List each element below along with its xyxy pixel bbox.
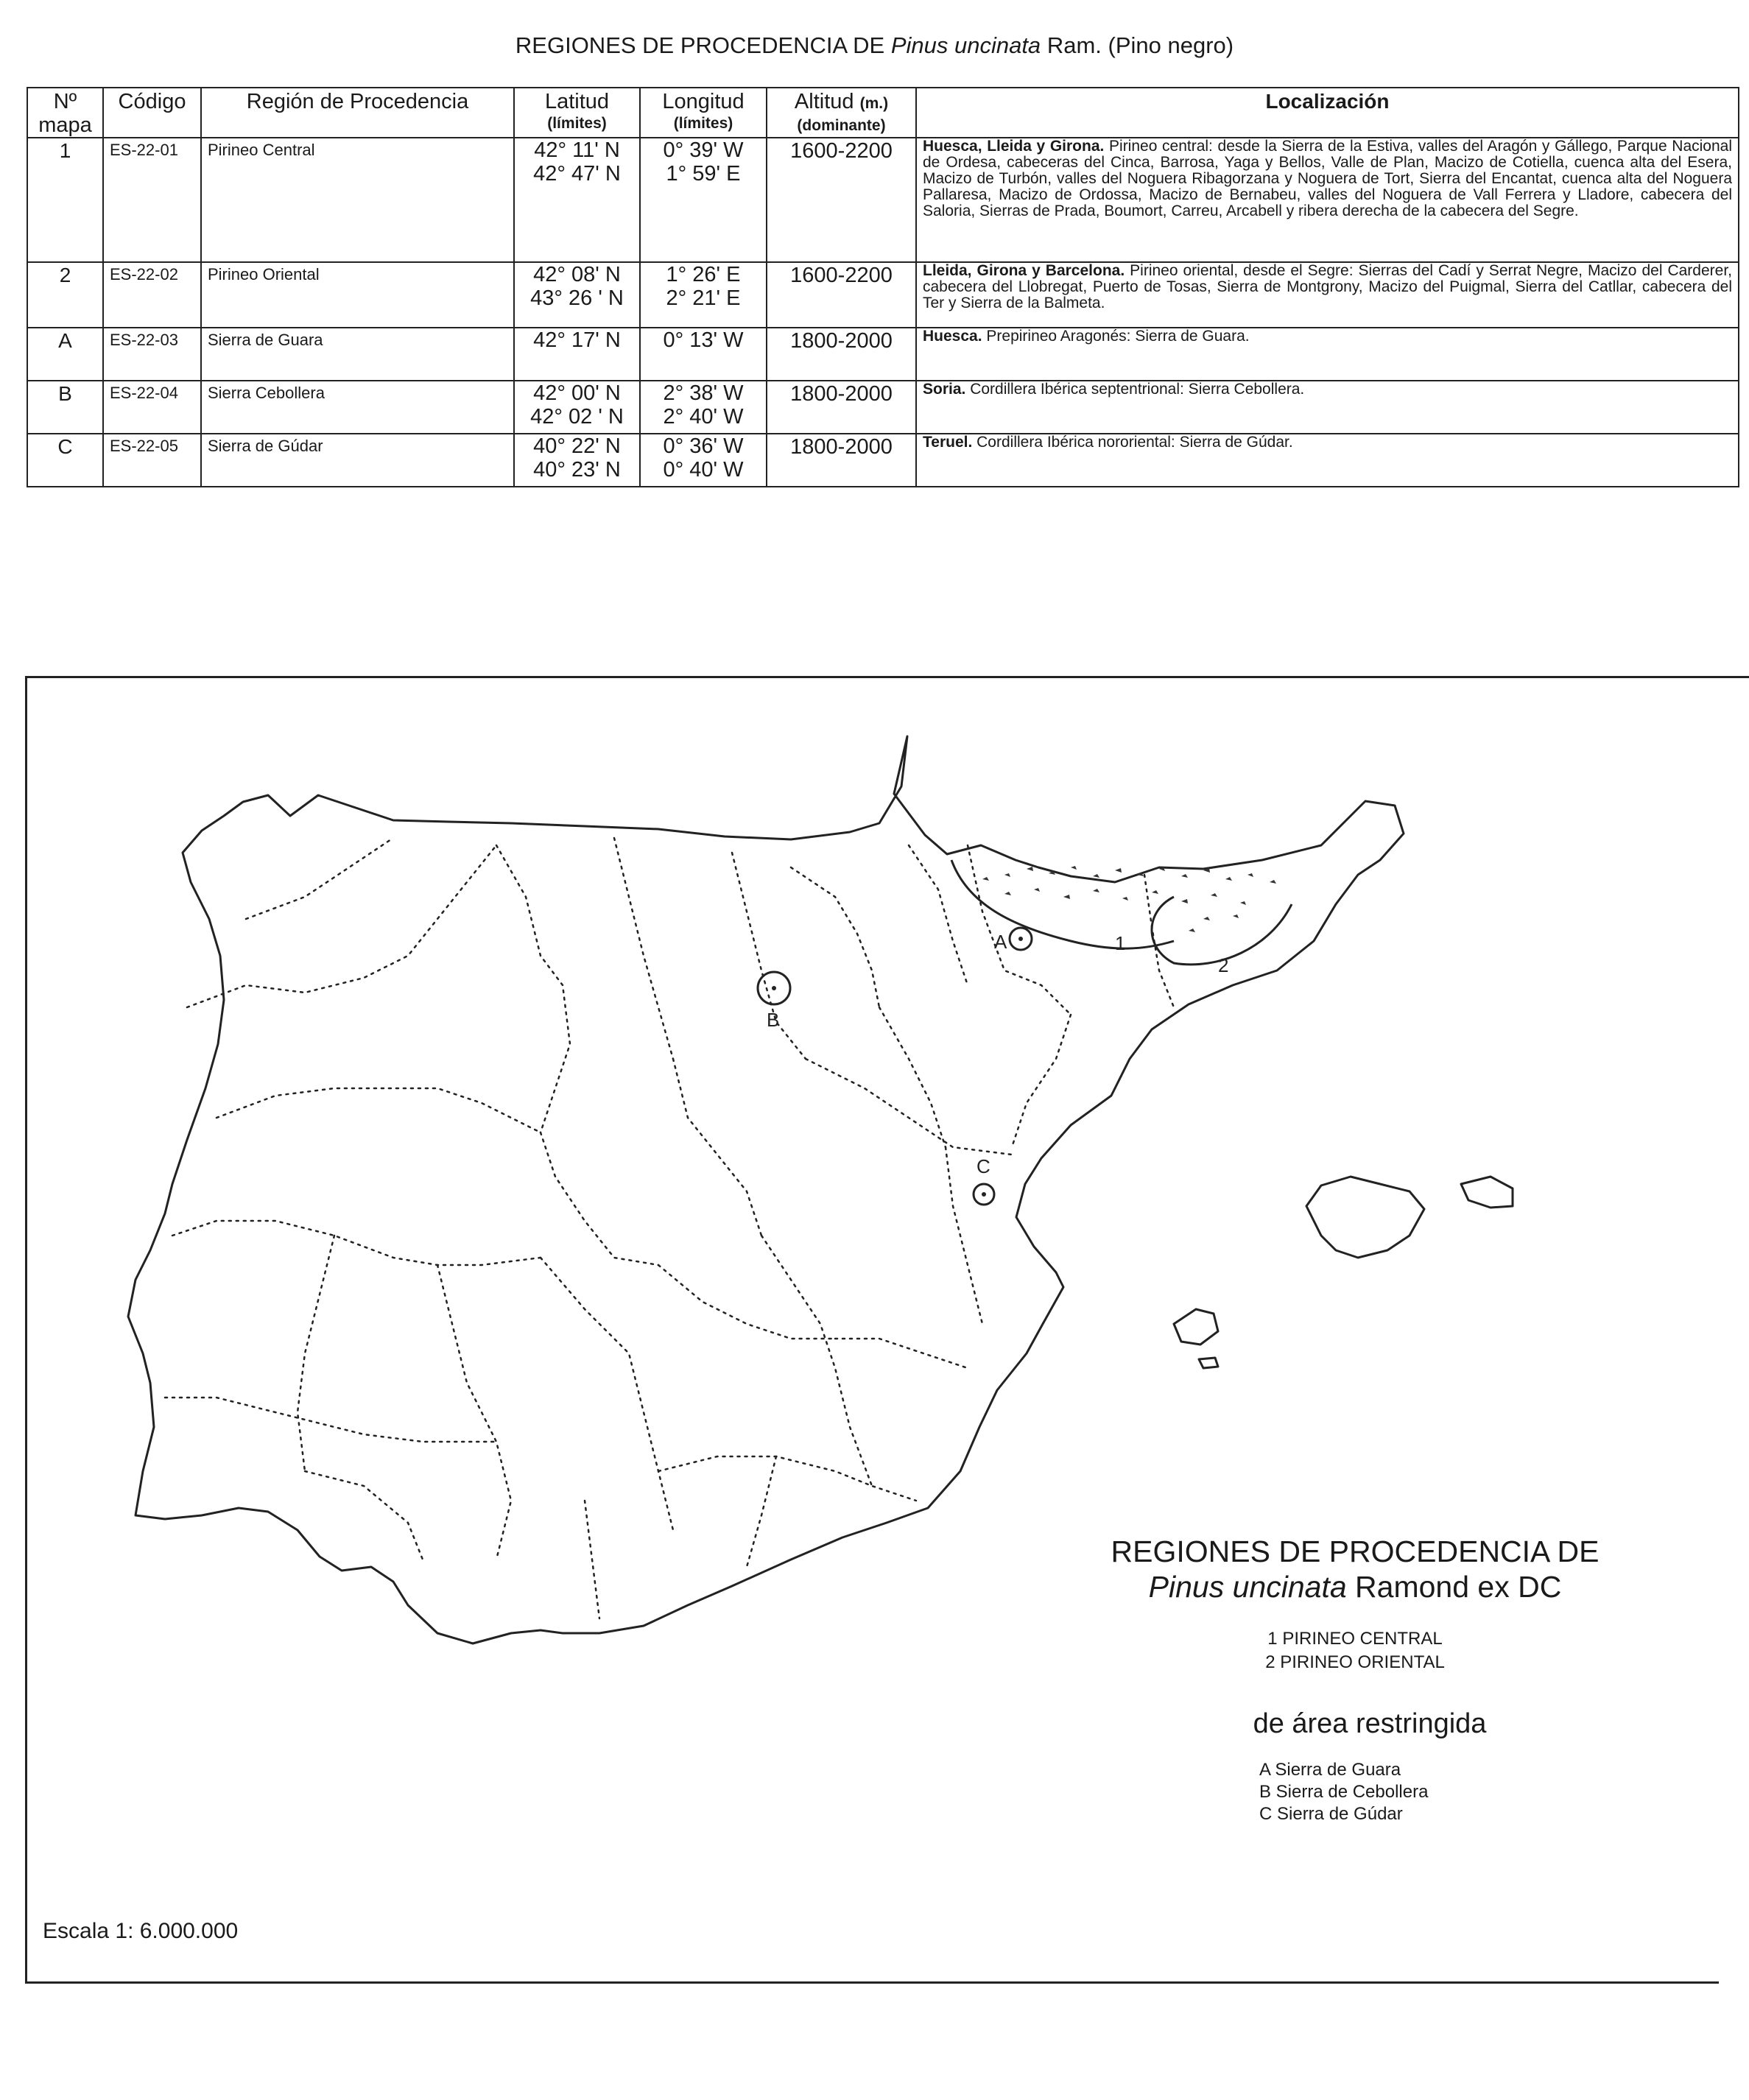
legend-title-line1: REGIONES DE PROCEDENCIA DE (1111, 1535, 1600, 1568)
table-row (27, 328, 1739, 381)
row-loc: Huesca, Lleida y Girona. Pirineo central: desde la Sierra de la Estiva, valles del Aragón y Gállego, Parque Nacional de Ordesa, cabeceras del Cinca, Barrosa, Yaga y Bellos, Valle de Plan, Macizo de Cotiella, cuenca alta del Esera, Macizo de Turbón, valles del Noguera Ribagorzana y Noguera de Tort, Sierra del Encantat, cuenca alta del Noguera Pallaresa, Macizo de Ordossa, Macizo de Bernabeu, valles del Noguera de Vall Ferrera y Lladore, cabecera del Saloria, Sierras de Prada, Boumort, Carreu, Arcabell y ribera derecha de la cabecera del Segre. (916, 138, 1739, 262)
province-boundary (541, 1132, 658, 1265)
legend-restricted-heading: de área restringida (1253, 1708, 1487, 1739)
row-region: Sierra Cebollera (201, 381, 514, 434)
peninsula-coastline (128, 736, 1404, 1643)
row-num: C (27, 434, 103, 487)
province-boundary (496, 845, 570, 1132)
row-code: ES-22-03 (103, 328, 201, 381)
province-boundary (305, 1471, 423, 1560)
province-boundary (298, 1236, 334, 1471)
col-header-code: Código (103, 88, 201, 138)
map-label-region-2: 2 (1218, 954, 1229, 976)
province-boundary (806, 1059, 1012, 1155)
province-boundary (835, 1339, 968, 1368)
row-code: ES-22-05 (103, 434, 201, 487)
row-alt: 1800-2000 (767, 328, 916, 381)
province-boundary (585, 1501, 599, 1618)
province-boundary (791, 867, 879, 1007)
marker-a-dot (1018, 937, 1023, 941)
province-boundary (1012, 1015, 1071, 1147)
table-row (27, 381, 1739, 434)
province-boundary (1144, 875, 1174, 1007)
province-boundary (614, 838, 673, 1059)
legend-item-b: B Sierra de Cebollera (1259, 1782, 1429, 1802)
row-lon: 0° 13' W (640, 328, 767, 381)
province-boundary (246, 838, 393, 919)
province-boundary (165, 1398, 496, 1442)
province-boundary (187, 845, 496, 1007)
row-num: 2 (27, 262, 103, 328)
title-suffix: Ram. (Pino negro) (1046, 32, 1234, 58)
row-region: Sierra de Guara (201, 328, 514, 381)
col-header-num: Nº mapa (27, 88, 103, 138)
map-label-b: B (767, 1009, 780, 1031)
row-lon: 0° 39' W 1° 59' E (640, 138, 767, 262)
row-region: Pirineo Central (201, 138, 514, 262)
row-region: Sierra de Gúdar (201, 434, 514, 487)
province-boundary (761, 1236, 872, 1486)
table-row (27, 262, 1739, 328)
row-alt: 1800-2000 (767, 381, 916, 434)
map-scale: Escala 1: 6.000.000 (43, 1919, 239, 1943)
row-code: ES-22-04 (103, 381, 201, 434)
table-row (27, 138, 1739, 262)
row-loc: Soria. Cordillera Ibérica septentrional: Sierra Cebollera. (916, 381, 1739, 434)
row-lat: 42° 11' N 42° 47' N (514, 138, 640, 262)
row-loc: Huesca. Prepirineo Aragonés: Sierra de Guara. (916, 328, 1739, 381)
province-boundary (879, 1007, 946, 1147)
legend-author: Ramond ex DC (1355, 1570, 1562, 1604)
row-alt: 1800-2000 (767, 434, 916, 487)
legend-item-2: 2 PIRINEO ORIENTAL (1265, 1652, 1445, 1672)
province-boundary (968, 845, 1071, 1015)
row-lat: 40° 22' N 40° 23' N (514, 434, 640, 487)
map-label-c: C (976, 1155, 990, 1177)
col-header-lat: Latitud (límites) (514, 88, 640, 138)
row-alt: 1600-2200 (767, 138, 916, 262)
col-header-region: Región de Procedencia (201, 88, 514, 138)
col-header-alt: Altitud (m.) (dominante) (767, 88, 916, 138)
table-row (27, 434, 1739, 487)
row-num: A (27, 328, 103, 381)
province-boundary (172, 1221, 541, 1265)
row-loc: Teruel. Cordillera Ibérica nororiental: Sierra de Gúdar. (916, 434, 1739, 487)
iberia-map (25, 676, 1717, 1979)
row-lat: 42° 08' N 43° 26 ' N (514, 262, 640, 328)
row-code: ES-22-01 (103, 138, 201, 262)
title-species: Pinus uncinata (890, 32, 1041, 58)
legend-title-line2 (1031, 1570, 1679, 1604)
ibiza-island (1174, 1309, 1218, 1345)
row-code: ES-22-02 (103, 262, 201, 328)
regions-table (27, 87, 1739, 487)
row-loc: Lleida, Girona y Barcelona. Pirineo oriental, desde el Segre: Sierras del Cadí y Serrat Negre, Macizo del Carderer, cabecera del Llobregat, Puerto de Tosas, Sierra de Montgrony, Macizo del Puigmal, Sierra del Catllar, cabecera del Ter y Sierra de la Balmeta. (916, 262, 1739, 328)
row-lon: 1° 26' E 2° 21' E (640, 262, 767, 328)
marker-c-dot (982, 1192, 986, 1197)
legend-item-1: 1 PIRINEO CENTRAL (1267, 1629, 1443, 1649)
row-alt: 1600-2200 (767, 262, 916, 328)
row-region: Pirineo Oriental (201, 262, 514, 328)
legend-species: Pinus uncinata (1148, 1570, 1347, 1604)
row-lat: 42° 17' N (514, 328, 640, 381)
menorca-island (1461, 1177, 1513, 1208)
row-lat: 42° 00' N 42° 02 ' N (514, 381, 640, 434)
table-header-row (27, 88, 1739, 138)
row-lon: 0° 36' W 0° 40' W (640, 434, 767, 487)
mallorca-island (1306, 1177, 1424, 1258)
formentera-island (1199, 1358, 1218, 1368)
title-prefix: REGIONES DE PROCEDENCIA DE (515, 32, 885, 58)
province-boundary (217, 1088, 541, 1132)
map-label-region-1: 1 (1115, 932, 1126, 954)
row-num: 1 (27, 138, 103, 262)
pyrenees-stipple (982, 866, 1276, 932)
marker-b-dot (772, 986, 776, 990)
province-boundary (658, 1456, 916, 1501)
page-title (0, 32, 1749, 59)
province-boundary (909, 845, 968, 985)
row-lon: 2° 38' W 2° 40' W (640, 381, 767, 434)
row-num: B (27, 381, 103, 434)
legend-item-a: A Sierra de Guara (1259, 1760, 1401, 1780)
map-label-a: A (994, 931, 1007, 953)
province-boundary (658, 1265, 835, 1339)
province-boundary (673, 1059, 761, 1236)
col-header-lon: Longitud (límites) (640, 88, 767, 138)
province-boundary (541, 1258, 673, 1530)
legend-item-c: C Sierra de Gúdar (1259, 1804, 1403, 1824)
province-boundary (437, 1265, 511, 1560)
province-boundary (747, 1456, 776, 1567)
col-header-loc: Localización (916, 88, 1739, 138)
